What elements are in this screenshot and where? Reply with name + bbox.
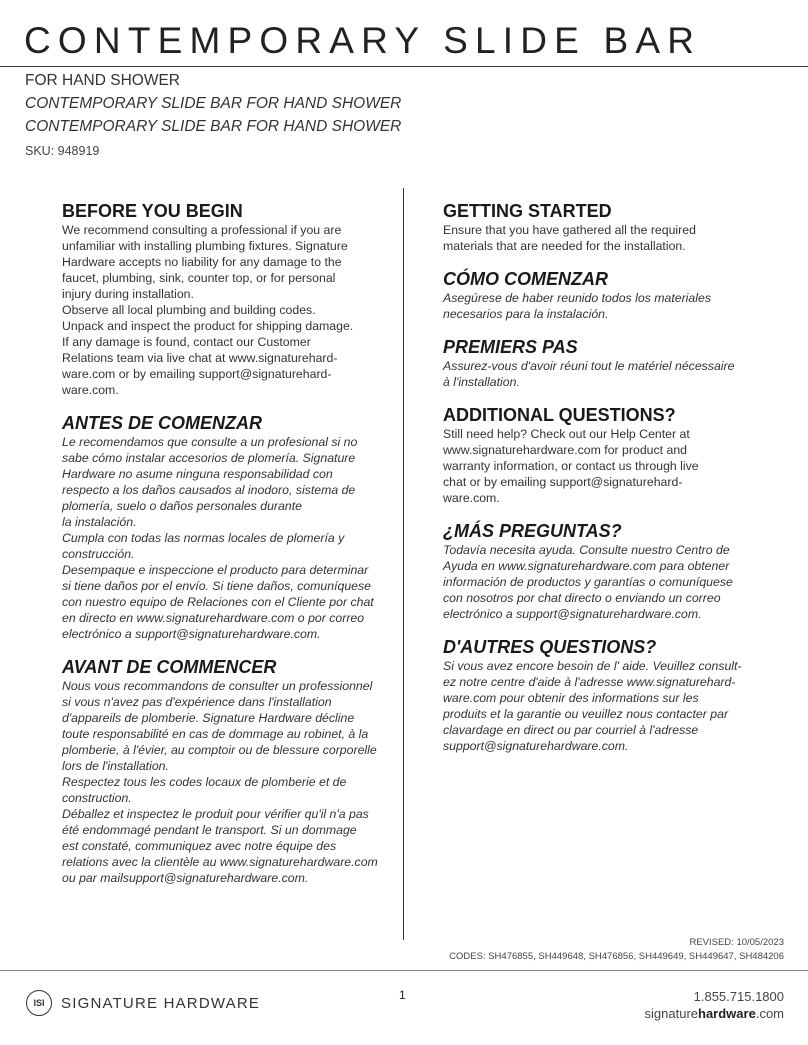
body-line: Unpack and inspect the product for shipping damage. xyxy=(62,319,354,333)
body-line: Todavía necesita ayuda. Consulte nuestro Centro de xyxy=(443,543,730,557)
document-title: CONTEMPORARY SLIDE BAR xyxy=(24,20,702,61)
body-line: con nosotros por chat directo o enviando un correo xyxy=(443,591,721,605)
brand-logo xyxy=(26,990,260,1016)
section-body xyxy=(62,678,382,886)
body-line: We recommend consulting a professional if you are xyxy=(62,223,342,237)
instruction-section xyxy=(443,636,743,754)
body-line: ware.com. xyxy=(443,491,500,505)
body-line: à l'installation. xyxy=(443,375,520,389)
body-line: Still need help? Check out our Help Center at xyxy=(443,427,690,441)
section-heading: PREMIERS PAS xyxy=(443,337,578,357)
section-heading: ADDITIONAL QUESTIONS? xyxy=(443,405,676,425)
section-heading: ¿MÁS PREGUNTAS? xyxy=(443,521,622,541)
body-line: plomberie, à l'évier, au comptoir ou de blessure corporelle xyxy=(62,743,377,757)
instruction-section xyxy=(443,200,743,254)
right-column xyxy=(443,200,743,768)
instruction-section xyxy=(443,336,743,390)
body-line: materials that are needed for the installation. xyxy=(443,239,686,253)
body-line: plomería, suelo o daños personales durante xyxy=(62,499,302,513)
body-line: unfamiliar with installing plumbing fixtures. Signature xyxy=(62,239,348,253)
body-line: Déballez et inspectez le produit pour vérifier qu'il n'a pas xyxy=(62,807,369,821)
section-body xyxy=(443,542,743,622)
section-body xyxy=(443,358,743,390)
instruction-section xyxy=(62,656,382,886)
body-line: Assurez-vous d'avoir réuni tout le matériel nécessaire xyxy=(443,359,735,373)
body-line: necesarios para la instalación. xyxy=(443,307,609,321)
left-column xyxy=(62,200,382,900)
body-line: Ensure that you have gathered all the required xyxy=(443,223,696,237)
body-line: ware.com pour obtenir des informations sur les xyxy=(443,691,699,705)
page-number: 1 xyxy=(399,988,406,1002)
body-line: Relations team via live chat at www.signaturehard- xyxy=(62,351,338,365)
section-heading: GETTING STARTED xyxy=(443,201,612,221)
body-line: en directo en www.signaturehardware.com o por correo xyxy=(62,611,365,625)
body-line: Cumpla con todas las normas locales de plomería y xyxy=(62,531,345,545)
body-line: sabe cómo instalar accesorios de plomería. Signature xyxy=(62,451,356,465)
body-line: ou par mailsupport@signaturehardware.com. xyxy=(62,871,309,885)
instruction-section xyxy=(62,412,382,642)
subtitle-french: CONTEMPORARY SLIDE BAR FOR HAND SHOWER xyxy=(25,118,402,135)
website-link[interactable] xyxy=(645,1006,784,1021)
section-heading: AVANT DE COMMENCER xyxy=(62,657,277,677)
instruction-section xyxy=(443,404,743,506)
section-body xyxy=(62,434,382,642)
section-heading: CÓMO COMENZAR xyxy=(443,269,608,289)
body-line: electrónico a support@signaturehardware.com. xyxy=(62,627,321,641)
section-heading: ANTES DE COMENZAR xyxy=(62,413,263,433)
body-line: con nuestro equipo de Relaciones con el Cliente por chat xyxy=(62,595,374,609)
footer-rule xyxy=(0,970,808,971)
body-line: www.signaturehardware.com for product and xyxy=(443,443,688,457)
column-divider xyxy=(403,188,404,940)
body-line: warranty information, or contact us through live xyxy=(443,459,699,473)
website-bold: hardware xyxy=(698,1006,756,1021)
body-line: ware.com or by emailing support@signaturehard- xyxy=(62,367,332,381)
section-heading: D'AUTRES QUESTIONS? xyxy=(443,637,657,657)
body-line: respecto a los daños causados al inodoro, sistema de xyxy=(62,483,356,497)
brand-name: SIGNATURE HARDWARE xyxy=(61,994,261,1012)
product-codes: CODES: SH476855, SH449648, SH476856, SH449649, SH449647, SH484206 xyxy=(449,951,784,962)
subtitle-spanish: CONTEMPORARY SLIDE BAR FOR HAND SHOWER xyxy=(25,95,402,112)
instruction-section xyxy=(443,520,743,622)
body-line: Nous vous recommandons de consulter un professionnel xyxy=(62,679,373,693)
body-line: Hardware no asume ninguna responsabilidad con xyxy=(62,467,333,481)
body-line: Hardware accepts no liability for any damage to the xyxy=(62,255,342,269)
website-suffix: .com xyxy=(755,1006,784,1021)
section-body xyxy=(62,222,382,398)
body-line: información de productos y garantías o comuníquese xyxy=(443,575,733,589)
body-line: est constaté, communiquez avec notre équipe des xyxy=(62,839,337,853)
body-line: construcción. xyxy=(62,547,135,561)
section-body xyxy=(443,290,743,322)
body-line: la instalación. xyxy=(62,515,137,529)
body-line: Asegúrese de haber reunido todos los materiales xyxy=(443,291,711,305)
section-body xyxy=(443,222,743,254)
body-line: Respectez tous les codes locaux de plomberie et de xyxy=(62,775,347,789)
title-rule xyxy=(0,66,808,67)
body-line: Desempaque e inspeccione el producto para determinar xyxy=(62,563,369,577)
body-line: produits et la garantie ou veuillez nous contacter par xyxy=(443,707,729,721)
instruction-section xyxy=(62,200,382,398)
phone-number: 1.855.715.1800 xyxy=(693,989,784,1004)
body-line: Observe all local plumbing and building codes. xyxy=(62,303,316,317)
body-line: si tiene daños por el envío. Si tiene daños, comuníquese xyxy=(62,579,371,593)
section-heading: BEFORE YOU BEGIN xyxy=(62,201,243,221)
body-line: si vous n'avez pas d'expérience dans l'installation xyxy=(62,695,332,709)
body-line: lors de l'installation. xyxy=(62,759,169,773)
body-line: chat or by emailing support@signaturehard- xyxy=(443,475,683,489)
body-line: ware.com. xyxy=(62,383,119,397)
body-line: clavardage en direct ou par courriel à l'adresse xyxy=(443,723,699,737)
subtitle-english: FOR HAND SHOWER xyxy=(25,72,180,89)
body-line: injury during installation. xyxy=(62,287,194,301)
body-line: If any damage is found, contact our Customer xyxy=(62,335,311,349)
body-line: d'appareils de plomberie. Signature Hardware décline xyxy=(62,711,355,725)
website-prefix: signature xyxy=(644,1006,699,1021)
body-line: Si vous avez encore besoin de l' aide. Veuillez consult- xyxy=(443,659,742,673)
body-line: été endommagé pendant le transport. Si un dommage xyxy=(62,823,357,837)
section-body xyxy=(443,426,743,506)
body-line: electrónico a support@signaturehardware.com. xyxy=(443,607,702,621)
body-line: Le recomendamos que consulte a un profesional si no xyxy=(62,435,358,449)
body-line: ez notre centre d'aide à l'adresse www.signaturehard- xyxy=(443,675,736,689)
logo-mark-icon: ISI xyxy=(26,990,52,1016)
sku-label: SKU: 948919 xyxy=(25,144,100,158)
body-line: Ayuda en www.signaturehardware.com para obtener xyxy=(443,559,730,573)
body-line: toute responsabilité en cas de dommage au robinet, à la xyxy=(62,727,369,741)
revised-date: REVISED: 10/05/2023 xyxy=(689,937,784,948)
body-line: construction. xyxy=(62,791,132,805)
body-line: support@signaturehardware.com. xyxy=(443,739,629,753)
section-body xyxy=(443,658,743,754)
body-line: relations avec la clientèle au www.signaturehardware.com xyxy=(62,855,378,869)
body-line: faucet, plumbing, sink, counter top, or for personal xyxy=(62,271,336,285)
instruction-section xyxy=(443,268,743,322)
